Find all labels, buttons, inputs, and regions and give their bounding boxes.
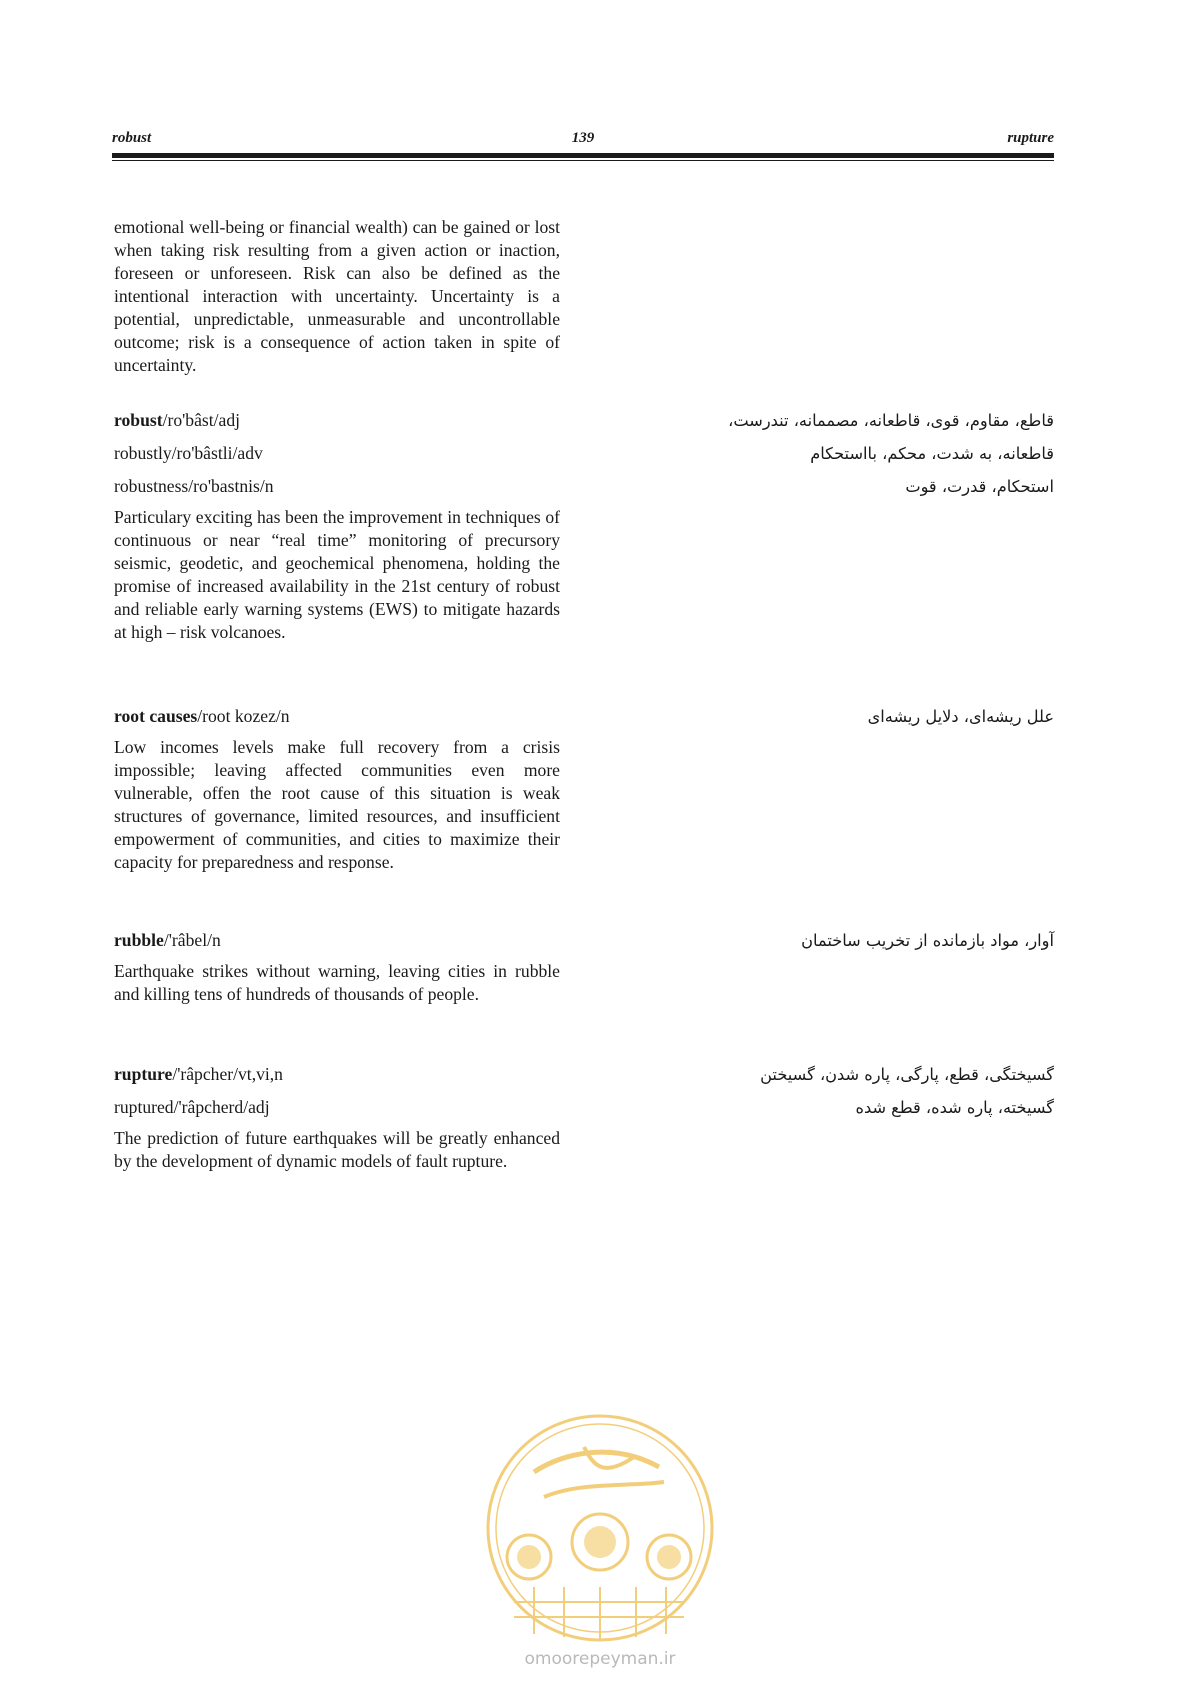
watermark-site-url: omoorepeyman.ir — [524, 1649, 676, 1669]
page-number: 139 — [571, 130, 595, 146]
term-word: robustly — [114, 443, 172, 463]
persian-translation: قاطعانه، به شدت، محکم، بااستحکام — [810, 444, 1054, 463]
term-pronunciation: /root kozez/n — [197, 706, 290, 726]
header-last-word: rupture — [1007, 130, 1054, 146]
term-word: root causes — [114, 706, 198, 726]
example-paragraph: Particulary exciting has been the improvement in techniques of continuous or near “real time” monitoring of precursory seismic, geodetic, and geochemical phenomena, holding the promise of increased availability in the 21st century of robust and reliable early warning systems (EWS) to mitigate hazards at high – risk volcanoes. — [114, 507, 560, 642]
entry-term — [114, 1063, 560, 1086]
persian-translation: گسیخته، پاره شده، قطع شده — [855, 1098, 1054, 1117]
entry-term — [114, 929, 560, 952]
term-pronunciation: /ro'bâst/adj — [162, 410, 241, 430]
persian-translation: قاطع، مقاوم، قوی، قاطعانه، مصممانه، تندرست، — [728, 411, 1054, 430]
persian-translation: استحکام، قدرت، قوت — [905, 477, 1054, 496]
running-header — [112, 128, 1054, 150]
term-word: rubble — [114, 930, 164, 950]
entry-term — [114, 409, 560, 432]
example-paragraph: Low incomes levels make full recovery from a crisis impossible; leaving affected communities even more vulnerable, offen the root cause of this situation is weak structures of governance, limited resources, and insufficient empowerment of communities, and cities to maximize their capacity for preparedness and response. — [114, 737, 560, 872]
header-rule-thin — [112, 160, 1054, 161]
term-word: ruptured — [114, 1097, 174, 1117]
header-rule-thick — [112, 153, 1054, 158]
entry-term — [114, 1096, 560, 1119]
term-word: robustness — [114, 476, 189, 496]
example-paragraph: Earthquake strikes without warning, leaving cities in rubble and killing tens of hundreds of thousands of people. — [114, 961, 560, 1004]
term-word: robust — [114, 410, 163, 430]
intro-paragraph: emotional well-being or financial wealth) can be gained or lost when taking risk resulting from a given action or inaction, foreseen or unforeseen. Risk can also be defined as the intentional interaction with uncertainty. Uncertainty is a potential, unpredictable, unmeasurable and uncontrollable outcome; risk is a consequence of action taken in spite of uncertainty. — [114, 217, 560, 375]
entry-term — [114, 705, 560, 728]
term-pronunciation: /'râpcherd/adj — [173, 1097, 270, 1117]
persian-translation: آوار، مواد بازمانده از تخریب ساختمان — [801, 931, 1054, 950]
entry-term — [114, 442, 560, 465]
entry-term — [114, 475, 560, 498]
persian-translation: گسیختگی، قطع، پارگی، پاره شدن، گسیختن — [760, 1065, 1054, 1084]
header-first-word: robust — [112, 130, 152, 146]
term-pronunciation: /ro'bastnis/n — [188, 476, 274, 496]
persian-translation: علل ریشه‌ای، دلایل ریشه‌ای — [867, 707, 1054, 726]
term-pronunciation: /'râbel/n — [163, 930, 221, 950]
term-pronunciation: /'râpcher/vt,vi,n — [172, 1064, 283, 1084]
term-pronunciation: /ro'bâstli/adv — [171, 443, 263, 463]
example-paragraph: The prediction of future earthquakes will be greatly enhanced by the development of dynamic models of fault rupture. — [114, 1128, 560, 1171]
seal-logo-icon — [484, 1412, 716, 1644]
term-word: rupture — [114, 1064, 173, 1084]
